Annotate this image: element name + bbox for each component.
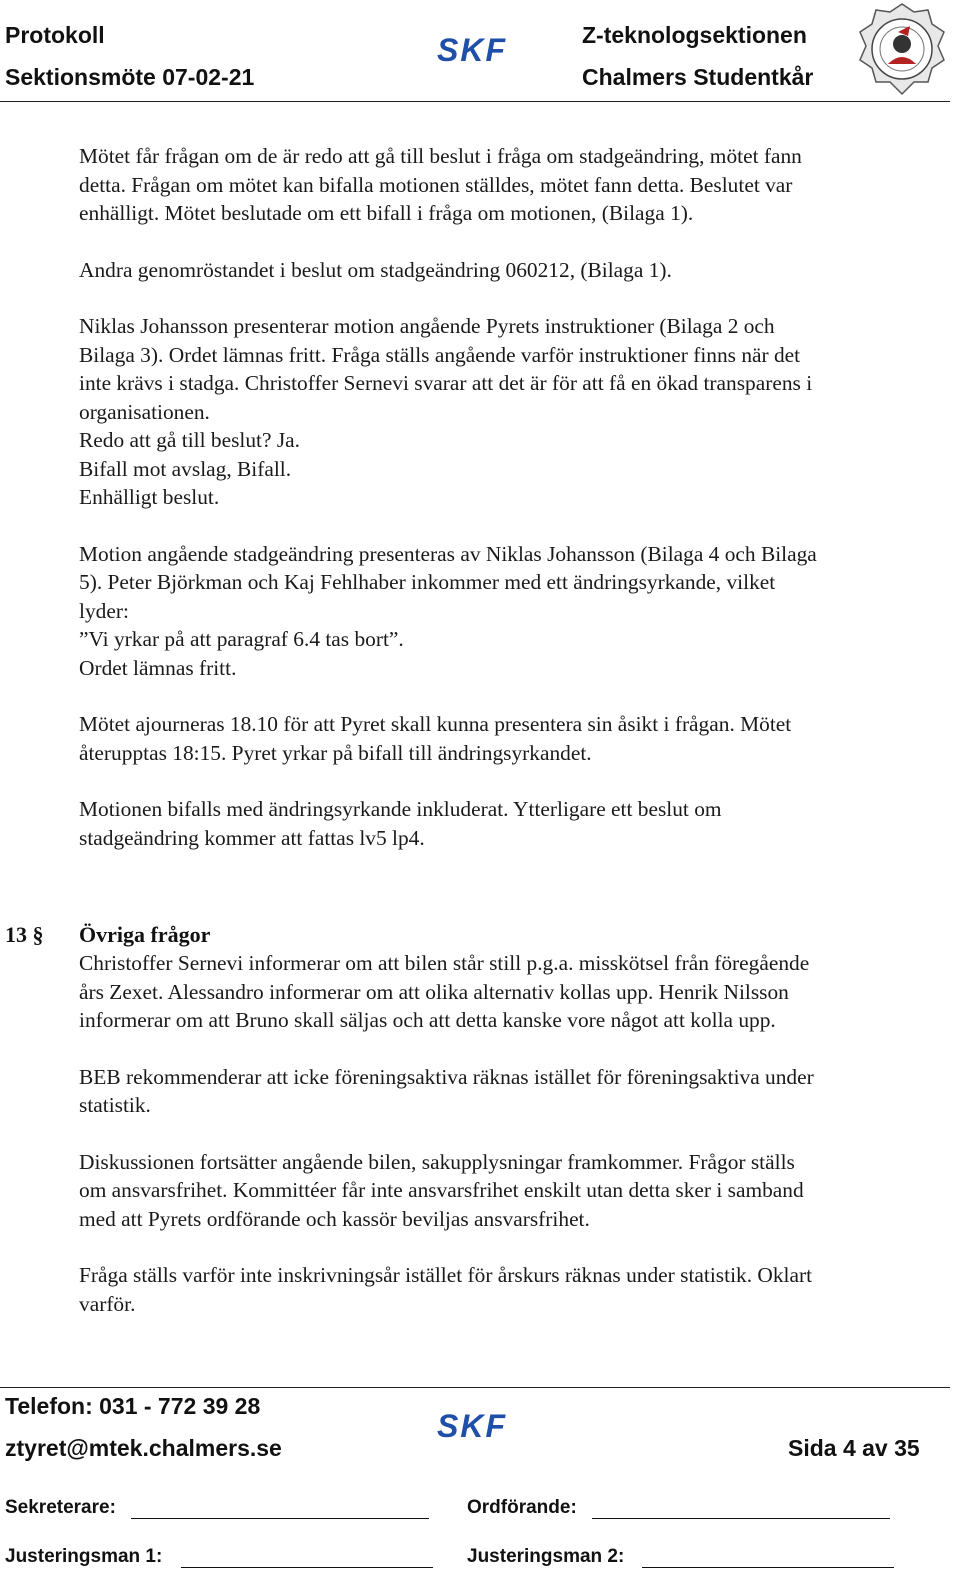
chair-label: Ordförande:: [467, 1497, 577, 1518]
header-left: [5, 14, 254, 98]
header-divider: [0, 101, 950, 102]
chair-signature-line: [592, 1518, 890, 1519]
paragraph-discussion: Diskussionen fortsätter angående bilen, sakupplysningar framkommer. Frågor ställs om ansvarsfrihet. Kommittéer får inte ansvarsfrihet enskilt utan detta sker i samband med att Pyrets ordförande och kassör beviljas ansvarsfrihet.: [79, 1149, 804, 1231]
page-number: Sida 4 av 35: [788, 1435, 920, 1461]
paragraph-second-vote: Andra genomröstandet i beslut om stadgeändring 060212, (Bilaga 1).: [79, 257, 672, 282]
footer-email: ztyret@mtek.chalmers.se: [5, 1435, 282, 1461]
adjuster2-signature-line: [642, 1567, 894, 1568]
section-body: [79, 949, 949, 1318]
paragraph-statistics-question: Fråga ställs varför inte inskrivningsår istället för årskurs räknas under statistik. Oklart varför.: [79, 1263, 813, 1316]
meeting-date: Sektionsmöte 07-02-21: [5, 64, 255, 90]
footer-phone: Telefon: 031 - 772 39 28: [5, 1393, 261, 1419]
paragraph-adjournment: Mötet ajourneras 18.10 för att Pyret skall kunna presentera sin åsikt i frågan. Mötet återupptas 18:15. Pyret yrkar på bifall till ändringsyrkandet.: [79, 712, 792, 765]
paragraph-motion-approved: Motionen bifalls med ändringsyrkande inkluderat. Ytterligare ett beslut om stadgeändring kommer att fattas lv5 lp4.: [79, 797, 722, 850]
paragraph-instructions-motion: Niklas Johansson presenterar motion angående Pyrets instruktioner (Bilaga 2 och Bilaga 3). Ordet lämnas fritt. Fråga ställs angående varför instruktioner finns när det inte krävs i stadga. Christoffer Sernevi svarar att det är för att få en ökad transparens i organisationen. Redo att gå till beslut? Ja. Bifall mot avslag, Bifall. Enhälligt beslut.: [79, 314, 813, 509]
secretary-signature-line: [131, 1518, 429, 1519]
skf-footer-logo-icon: [418, 1410, 526, 1440]
secretary-label: Sekreterare:: [5, 1497, 116, 1518]
svg-text:SKF: SKF: [437, 34, 507, 64]
section-title: Övriga frågor: [79, 922, 211, 947]
section-seal-icon: [858, 2, 946, 96]
document-type: Protokoll: [5, 22, 105, 48]
adjuster1-signature-line: [181, 1567, 433, 1568]
svg-text:SKF: SKF: [437, 1410, 507, 1440]
paragraph-decision: Mötet får frågan om de är redo att gå till beslut i fråga om stadgeändring, mötet fann detta. Frågan om mötet kan bifalla motionen ställdes, mötet fann detta. Beslutet var enhälligt. Mötet beslutade om ett bifall i fråga om motionen, (Bilaga 1).: [79, 144, 802, 225]
section-number: 13 §: [5, 922, 44, 947]
paragraph-statute-motion: Motion angående stadgeändring presenteras av Niklas Johansson (Bilaga 4 och Bilaga 5). Peter Björkman och Kaj Fehlhaber inkommer med ett ändringsyrkande, vilket lyder: ”Vi yrkar på att paragraf 6.4 tas bort”. Ordet lämnas fritt.: [79, 541, 817, 680]
paragraph-car-info: Christoffer Sernevi informerar om att bilen står still p.g.a. misskötsel från föregående års Zexet. Alessandro informerar om att olika alternativ kollas upp. Henrik Nilsson informerar om att Bruno skall säljas och att detta kanske vore något att kolla upp.: [79, 951, 810, 1032]
adjuster2-label: Justeringsman 2:: [467, 1546, 625, 1567]
footer-contact: [5, 1385, 282, 1469]
paragraph-beb-recommendation: BEB rekommenderar att icke föreningsaktiva räknas istället för föreningsaktiva under statistik.: [79, 1064, 814, 1117]
skf-logo-icon: [418, 34, 526, 64]
organization-name: Z-teknologsektionen: [582, 22, 807, 48]
union-name: Chalmers Studentkår: [582, 64, 814, 90]
header-right: [582, 14, 813, 98]
adjuster1-label: Justeringsman 1:: [5, 1546, 163, 1567]
minutes-body: [79, 142, 949, 852]
